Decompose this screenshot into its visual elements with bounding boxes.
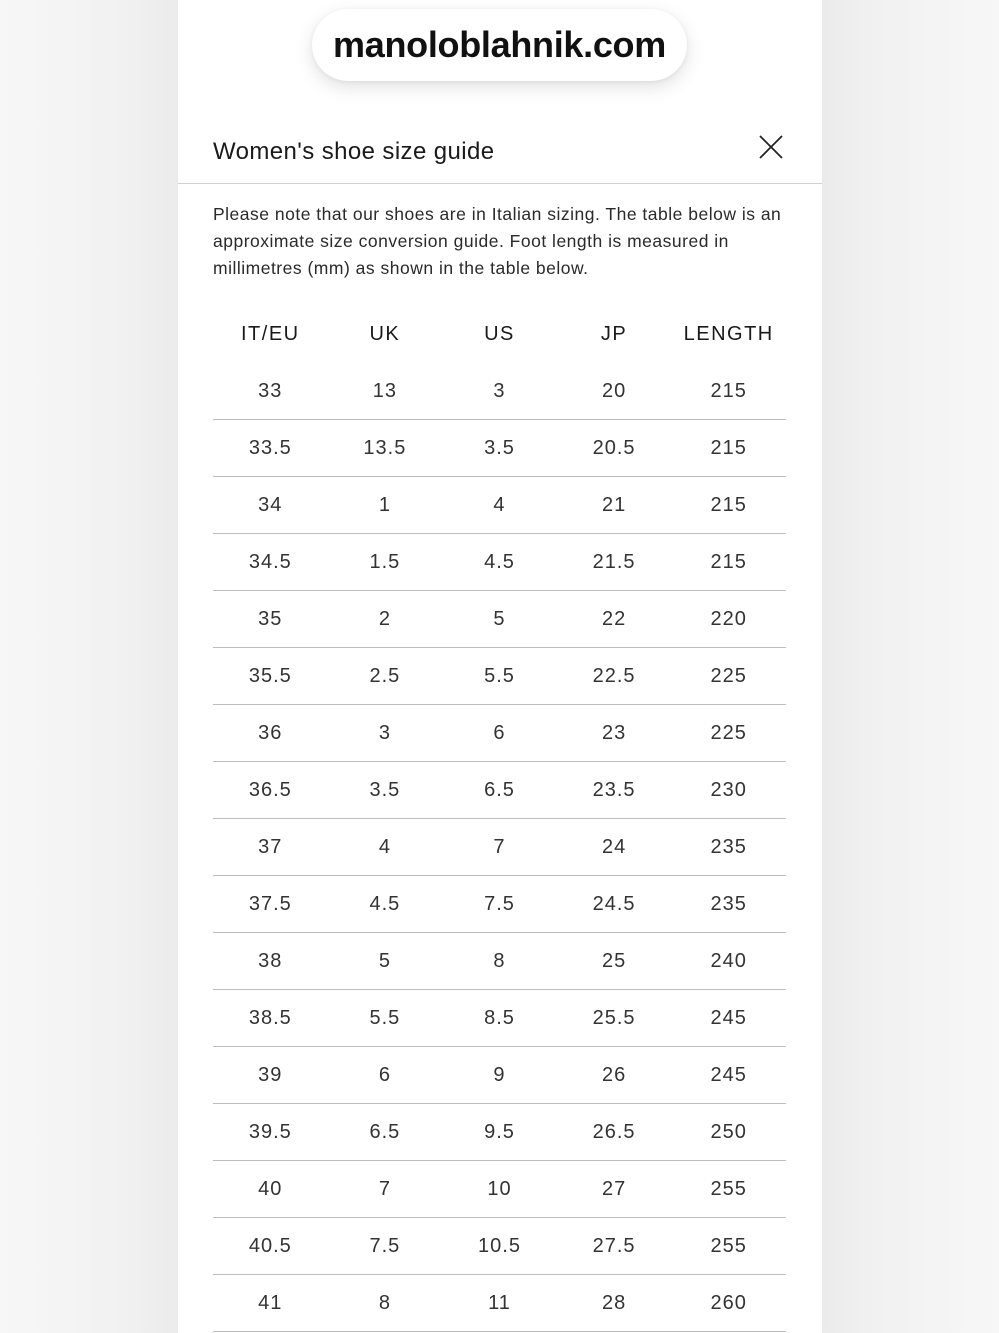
close-button[interactable] [754,130,788,164]
table-row [213,705,786,762]
close-x-icon [754,130,788,164]
cell-uk: 5.5 [328,990,443,1047]
table-row [213,1161,786,1218]
cell-jp: 20.5 [557,420,672,477]
cell-us: 6.5 [442,762,557,819]
url-text: manoloblahnik.com [333,24,666,65]
cell-uk: 5 [328,933,443,990]
cell-it-eu: 38.5 [213,990,328,1047]
cell-us: 10 [442,1161,557,1218]
cell-it-eu: 33.5 [213,420,328,477]
cell-uk: 7 [328,1161,443,1218]
cell-us: 8 [442,933,557,990]
column-header-uk: UK [369,322,401,345]
table-row [213,477,786,534]
page-backdrop-right [822,0,999,1333]
cell-it-eu: 38 [213,933,328,990]
cell-uk: 4 [328,819,443,876]
cell-jp: 24 [557,819,672,876]
cell-jp: 28 [557,1275,672,1332]
cell-jp: 25.5 [557,990,672,1047]
cell-it-eu: 39 [213,1047,328,1104]
cell-length: 215 [671,420,786,477]
cell-jp: 22 [557,591,672,648]
cell-us: 9.5 [442,1104,557,1161]
cell-it-eu: 34 [213,477,328,534]
cell-uk: 1 [328,477,443,534]
cell-it-eu: 37 [213,819,328,876]
cell-it-eu: 35.5 [213,648,328,705]
cell-us: 5.5 [442,648,557,705]
cell-uk: 7.5 [328,1218,443,1275]
cell-jp: 26 [557,1047,672,1104]
cell-uk: 6.5 [328,1104,443,1161]
cell-uk: 4.5 [328,876,443,933]
cell-uk: 13.5 [328,420,443,477]
cell-jp: 20 [557,363,672,420]
cell-jp: 21.5 [557,534,672,591]
table-row [213,933,786,990]
cell-us: 4 [442,477,557,534]
cell-us: 5 [442,591,557,648]
cell-jp: 23.5 [557,762,672,819]
cell-jp: 25 [557,933,672,990]
table-row [213,1218,786,1275]
cell-length: 230 [671,762,786,819]
cell-length: 250 [671,1104,786,1161]
table-row [213,363,786,420]
column-header-us: US [484,322,515,345]
table-header-row [213,305,786,363]
cell-length: 255 [671,1218,786,1275]
cell-us: 9 [442,1047,557,1104]
cell-length: 220 [671,591,786,648]
cell-jp: 24.5 [557,876,672,933]
column-header-it-eu: IT/EU [240,322,300,345]
cell-it-eu: 35 [213,591,328,648]
size-note: Please note that our shoes are in Italian sizing. The table below is an approximate size conversion guide. Foot length is measured in millimetres (mm) as shown in the table below. [213,204,782,278]
cell-us: 11 [442,1275,557,1332]
cell-uk: 3 [328,705,443,762]
cell-it-eu: 40 [213,1161,328,1218]
cell-uk: 8 [328,1275,443,1332]
cell-jp: 21 [557,477,672,534]
cell-length: 245 [671,1047,786,1104]
cell-us: 7 [442,819,557,876]
cell-uk: 13 [328,363,443,420]
address-bar[interactable] [312,9,687,81]
table-row [213,762,786,819]
cell-length: 245 [671,990,786,1047]
cell-it-eu: 36.5 [213,762,328,819]
cell-it-eu: 39.5 [213,1104,328,1161]
dialog-title: Women's shoe size guide [213,138,495,165]
table-row [213,1104,786,1161]
cell-us: 6 [442,705,557,762]
column-header-jp: JP [600,322,628,345]
table-row [213,648,786,705]
cell-length: 225 [671,648,786,705]
table-row [213,1275,786,1332]
cell-us: 8.5 [442,990,557,1047]
dialog-header [178,120,822,184]
cell-us: 4.5 [442,534,557,591]
cell-length: 225 [671,705,786,762]
table-row [213,1047,786,1104]
cell-length: 235 [671,819,786,876]
table-row [213,420,786,477]
cell-it-eu: 40.5 [213,1218,328,1275]
cell-uk: 3.5 [328,762,443,819]
cell-jp: 27 [557,1161,672,1218]
cell-length: 255 [671,1161,786,1218]
cell-uk: 6 [328,1047,443,1104]
cell-it-eu: 34.5 [213,534,328,591]
cell-jp: 26.5 [557,1104,672,1161]
table-row [213,876,786,933]
cell-it-eu: 33 [213,363,328,420]
cell-length: 235 [671,876,786,933]
cell-jp: 22.5 [557,648,672,705]
cell-length: 240 [671,933,786,990]
cell-uk: 1.5 [328,534,443,591]
table-row [213,534,786,591]
cell-length: 215 [671,534,786,591]
cell-length: 260 [671,1275,786,1332]
cell-uk: 2 [328,591,443,648]
cell-it-eu: 36 [213,705,328,762]
table-row [213,591,786,648]
size-table [213,305,786,1332]
column-header-length: LENGTH [683,322,774,345]
page-backdrop-left [0,0,178,1333]
cell-length: 215 [671,363,786,420]
cell-us: 10.5 [442,1218,557,1275]
table-row [213,990,786,1047]
cell-us: 7.5 [442,876,557,933]
cell-it-eu: 41 [213,1275,328,1332]
cell-uk: 2.5 [328,648,443,705]
table-row [213,819,786,876]
cell-length: 215 [671,477,786,534]
cell-jp: 23 [557,705,672,762]
cell-it-eu: 37.5 [213,876,328,933]
cell-us: 3 [442,363,557,420]
cell-us: 3.5 [442,420,557,477]
cell-jp: 27.5 [557,1218,672,1275]
